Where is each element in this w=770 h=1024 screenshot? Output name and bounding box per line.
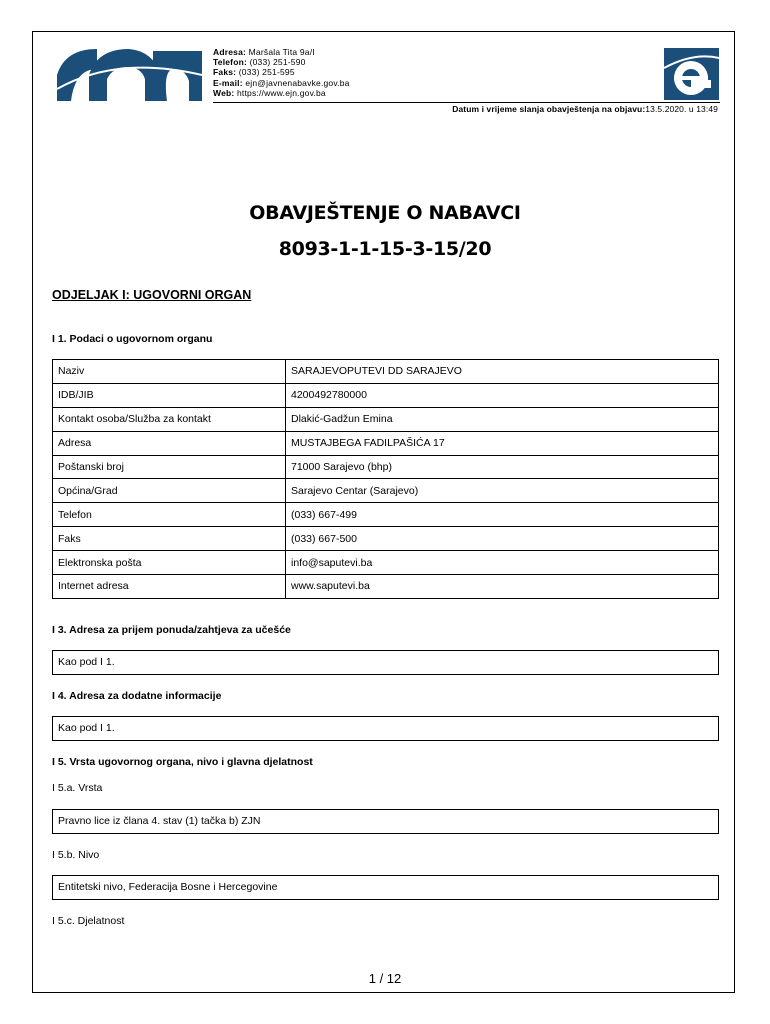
i5a-label: I 5.a. Vrsta: [52, 782, 103, 794]
i5-title: I 5. Vrsta ugovornog organa, nivo i glavna djelatnost: [52, 756, 313, 768]
i5b-label: I 5.b. Nivo: [52, 849, 100, 861]
table-row: [53, 503, 719, 527]
i1-title: I 1. Podaci o ugovornom organu: [52, 333, 213, 345]
row-value: www.saputevi.ba: [286, 575, 719, 599]
row-value: (033) 667-499: [286, 503, 719, 527]
submission-datetime: Datum i vrijeme slanja obavještenja na objavu:13.5.2020. u 13:49: [452, 104, 718, 114]
contact-block: [213, 47, 350, 98]
contracting-authority-table: [52, 359, 719, 599]
row-key: IDB/JIB: [53, 383, 286, 407]
ejn-logo-icon: [57, 45, 202, 101]
i5a-value-box: Pravno lice iz člana 4. stav (1) tačka b) ZJN: [52, 809, 719, 834]
table-row: [53, 383, 719, 407]
row-key: Naziv: [53, 360, 286, 384]
row-value: 4200492780000: [286, 383, 719, 407]
document-title: OBAVJEŠTENJE O NABAVCI: [249, 202, 521, 224]
row-value: SARAJEVOPUTEVI DD SARAJEVO: [286, 360, 719, 384]
row-value: MUSTAJBEGA FADILPAŠIĆA 17: [286, 431, 719, 455]
section-title: ODJELJAK I: UGOVORNI ORGAN: [52, 288, 252, 302]
row-value: (033) 667-500: [286, 527, 719, 551]
table-row: [53, 407, 719, 431]
row-key: Kontakt osoba/Služba za kontakt: [53, 407, 286, 431]
contact-web[interactable]: Web: https://www.ejn.gov.ba: [213, 87, 326, 98]
i5b-value-box: Entitetski nivo, Federacija Bosne i Hercegovine: [52, 875, 719, 900]
row-key: Poštanski broj: [53, 455, 286, 479]
table-row: [53, 455, 719, 479]
contact-email[interactable]: E-mail: ejn@javnenabavke.gov.ba: [213, 77, 350, 88]
table-row: [53, 575, 719, 599]
table-row: [53, 360, 719, 384]
contact-address: Adresa: Maršala Tita 9a/I: [213, 47, 315, 57]
row-key: Elektronska pošta: [53, 551, 286, 575]
header-rule: [213, 102, 720, 103]
table-row: [53, 431, 719, 455]
row-key: Telefon: [53, 503, 286, 527]
row-value: 71000 Sarajevo (bhp): [286, 455, 719, 479]
contact-fax: Faks: (033) 251-595: [213, 67, 295, 78]
table-row: [53, 479, 719, 503]
row-value: Sarajevo Centar (Sarajevo): [286, 479, 719, 503]
row-key: Općina/Grad: [53, 479, 286, 503]
i5c-label: I 5.c. Djelatnost: [52, 915, 125, 927]
row-key: Faks: [53, 527, 286, 551]
i4-title: I 4. Adresa za dodatne informacije: [52, 690, 222, 702]
row-value: Dlakić-Gadžun Emina: [286, 407, 719, 431]
row-value: info@saputevi.ba: [286, 551, 719, 575]
e-logo-icon: [664, 48, 719, 100]
page-number: 1 / 12: [368, 971, 402, 986]
i3-title: I 3. Adresa za prijem ponuda/zahtjeva za učešće: [52, 624, 291, 636]
row-key: Internet adresa: [53, 575, 286, 599]
table-row: [53, 551, 719, 575]
row-key: Adresa: [53, 431, 286, 455]
document-number: 8093-1-1-15-3-15/20: [278, 238, 492, 260]
contact-phone: Telefon: (033) 251-590: [213, 57, 306, 68]
i4-value-box: Kao pod I 1.: [52, 716, 719, 741]
table-row: [53, 527, 719, 551]
i3-value-box: Kao pod I 1.: [52, 650, 719, 675]
